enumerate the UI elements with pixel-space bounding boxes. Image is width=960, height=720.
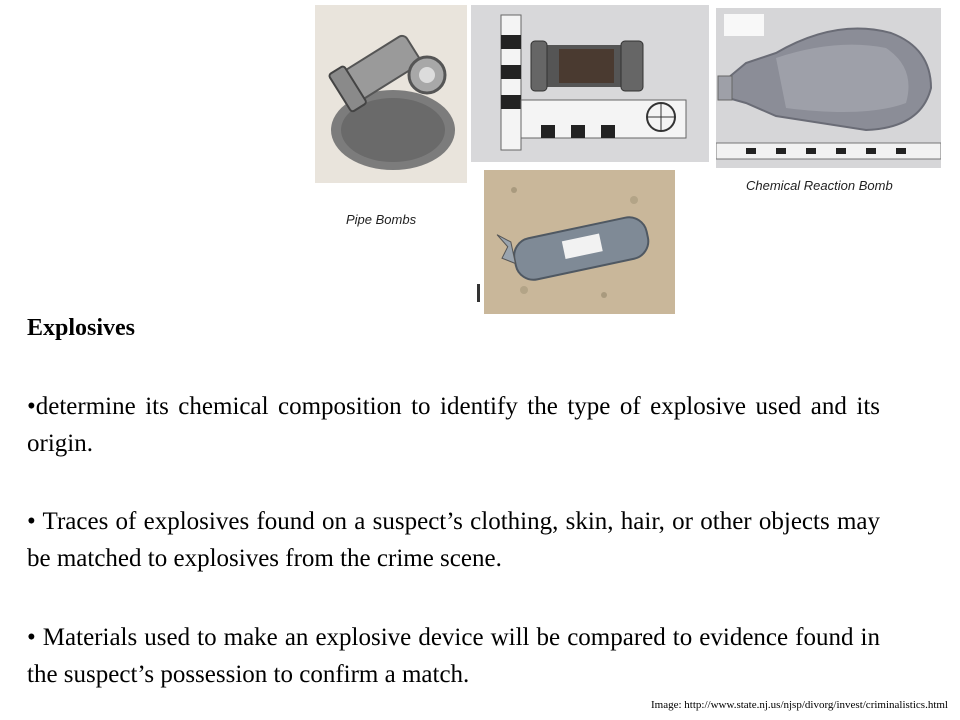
- image-credit: Image: http://www.state.nj.us/njsp/divorg/invest/criminalistics.html: [651, 699, 948, 711]
- bullet-composition: •determine its chemical composition to identify the type of explosive used and its origin.: [27, 393, 880, 457]
- pipe-bombs-caption: Pipe Bombs: [346, 212, 417, 227]
- pipe-bomb-sand-photo: [484, 170, 675, 314]
- pipe-bomb-scale-photo: [471, 5, 709, 162]
- chemical-bomb-photo: [716, 8, 941, 168]
- pipe-bomb-powder-photo: [315, 5, 467, 183]
- chemical-bomb-caption: Chemical Reaction Bomb: [746, 178, 893, 193]
- slide-title: Explosives: [27, 315, 136, 341]
- bullet-materials: • Materials used to make an explosive device will be compared to evidence found in the suspect’s possession to confirm a match.: [27, 624, 880, 688]
- bullet-traces: • Traces of explosives found on a suspect’s clothing, skin, hair, or other objects may be matched to explosives from the crime scene.: [27, 508, 880, 572]
- divider-mark: [477, 284, 480, 302]
